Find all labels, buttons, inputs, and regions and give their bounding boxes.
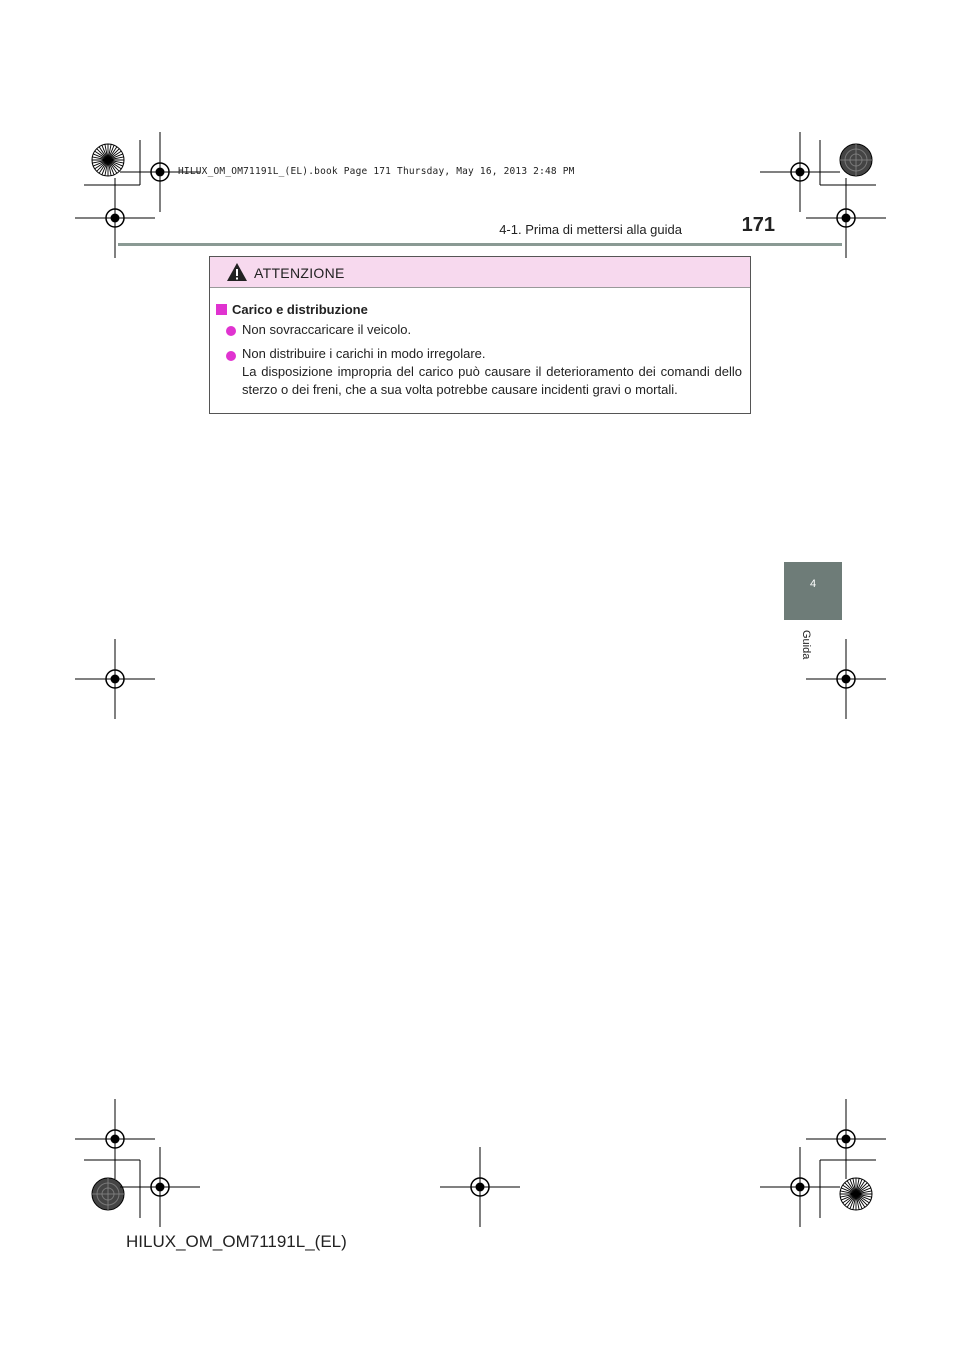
document-code: HILUX_OM_OM71191L_(EL) (126, 1232, 347, 1251)
circle-bullet-icon (226, 351, 236, 361)
chapter-tab-label: Guida (800, 630, 812, 660)
warning-header (210, 257, 750, 288)
print-header: HILUX_OM_OM71191L_(EL).book Page 171 Thursday, May 16, 2013 2:48 PM (178, 166, 575, 177)
warning-item-title: Carico e distribuzione (232, 302, 368, 317)
warning-triangle-icon (226, 262, 248, 282)
bullet-text: Non distribuire i carichi in modo irregolare. (242, 346, 486, 361)
chapter-tab-number: 4 (809, 578, 817, 590)
warning-title: ATTENZIONE (254, 265, 345, 281)
bullet-detail-paragraph: La disposizione impropria del carico può causare il deterioramento dei comandi dello sterzo o dei freni, che a sua volta potrebbe causare incidenti gravi o mortali. (242, 364, 742, 397)
section-title: 4-1. Prima di mettersi alla guida (499, 222, 682, 237)
page-number: 171 (741, 214, 775, 236)
bullet-text: Non sovraccaricare il veicolo. (242, 322, 412, 337)
square-bullet-icon (216, 304, 227, 315)
circle-bullet-icon (226, 326, 236, 336)
chapter-tab (784, 562, 842, 620)
header-rule (118, 243, 842, 246)
warning-box (209, 256, 751, 414)
